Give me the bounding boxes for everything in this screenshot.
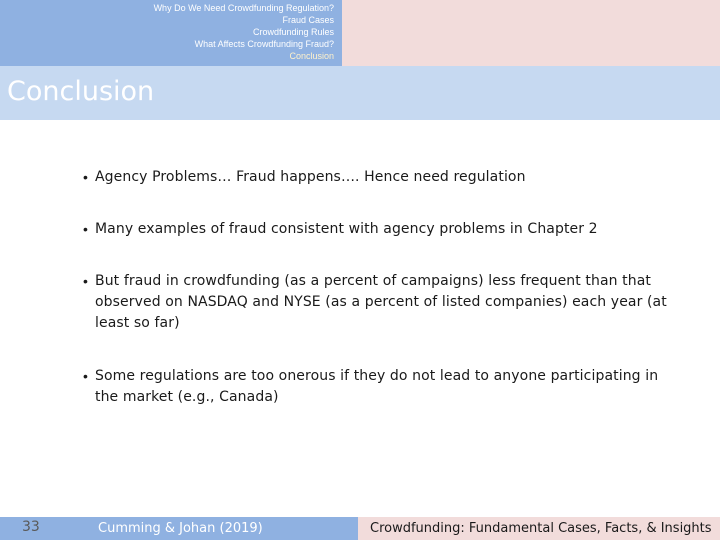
bullet-dot: • <box>83 169 88 185</box>
bullet-text: Many examples of fraud consistent with agency problems in Chapter 2 <box>95 221 598 237</box>
bullet-dot: • <box>83 368 88 384</box>
page-number: 33 <box>22 519 40 535</box>
slide-title: Conclusion <box>7 76 155 107</box>
section-nav-list <box>154 2 334 62</box>
bullet-dot: • <box>83 221 88 237</box>
nav-item-conclusion[interactable]: Conclusion <box>289 51 334 61</box>
nav-item-fraud-cases[interactable]: Fraud Cases <box>282 15 334 25</box>
bullet-text: But fraud in crowdfunding (as a percent of campaigns) less frequent than that observed on NASDAQ and NYSE (as a percent of listed companies) each year (at least so far) <box>95 273 667 331</box>
nav-item-crowdfunding-rules[interactable]: Crowdfunding Rules <box>252 27 334 37</box>
footer-book-title: Crowdfunding: Fundamental Cases, Facts, & Insights <box>370 521 712 536</box>
header-pink-panel <box>342 0 720 66</box>
nav-item-why-regulation[interactable]: Why Do We Need Crowdfunding Regulation? <box>153 3 334 13</box>
nav-item-what-affects-fraud[interactable]: What Affects Crowdfunding Fraud? <box>194 39 334 49</box>
bullet-text: Some regulations are too onerous if they do not lead to anyone participating in the market (e.g., Canada) <box>95 368 659 405</box>
bullet-dot: • <box>83 273 88 289</box>
footer-citation: Cumming & Johan (2019) <box>98 521 263 536</box>
section-nav-panel <box>0 0 342 66</box>
bullet-text: Agency Problems… Fraud happens…. Hence need regulation <box>95 169 526 185</box>
